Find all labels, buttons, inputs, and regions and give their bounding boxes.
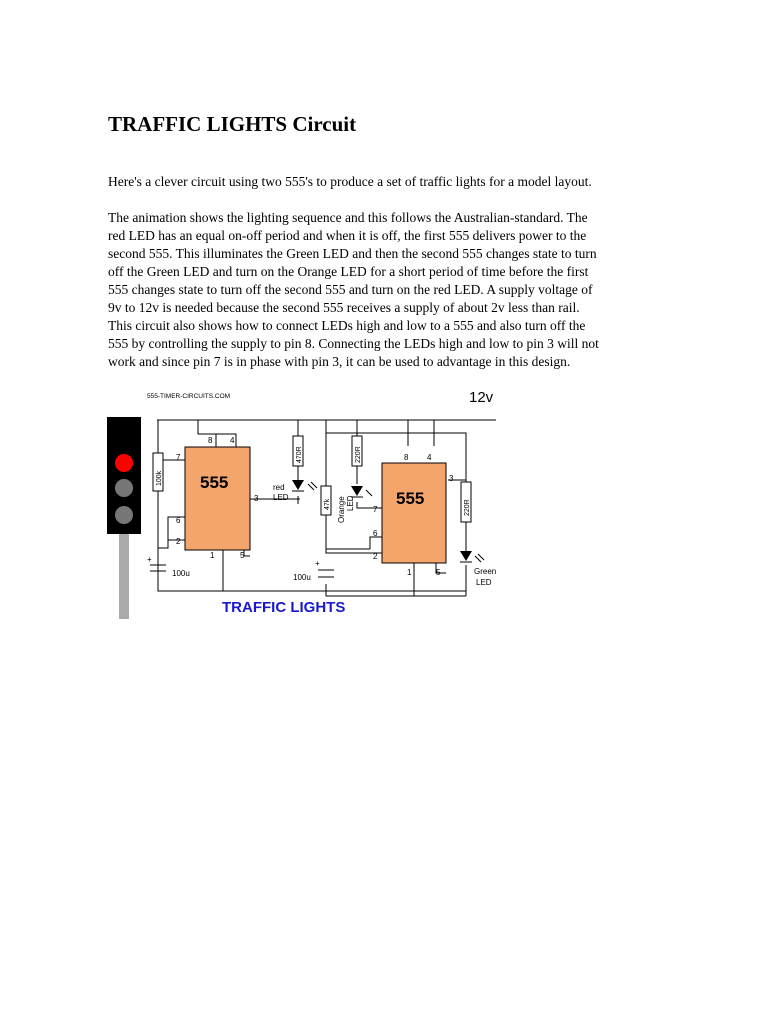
orange-led-label-2: LED (346, 495, 355, 511)
text-line: off the Green LED and turn on the Orange LED for a short period of time before the first (108, 264, 589, 279)
red-led-label-2: LED (273, 493, 289, 502)
green-light-off (115, 506, 133, 524)
traffic-light-pole (119, 533, 129, 619)
capacitor-1-plus: + (147, 555, 152, 564)
chip1-pin-4: 4 (230, 436, 235, 445)
orange-led-symbol (351, 486, 363, 496)
resistor-470r-label: 470R (296, 446, 303, 463)
resistor-47k-label: 47k (324, 498, 331, 510)
text-line: 555 changes state to turn off the second 555 and turn on the red LED. A supply voltage of (108, 282, 593, 297)
capacitor-2 (318, 570, 334, 577)
chip2-pin-2: 2 (373, 552, 378, 561)
text-line: work and since pin 7 is in phase with pin 3, it can be used to advantage in this design. (108, 354, 571, 369)
red-led-label-1: red (273, 483, 285, 492)
chip2-pin-3: 3 (449, 474, 454, 483)
orange-led-label-1: Orange (337, 496, 346, 523)
chip2-555 (382, 463, 446, 563)
chip1-pin-1: 1 (210, 551, 215, 560)
chip1-pin-3: 3 (254, 494, 259, 503)
chip1-555 (185, 447, 250, 550)
chip1-pin-2: 2 (176, 537, 181, 546)
text-line: red LED has an equal on-off period and when it is off, the first 555 delivers power to the (108, 228, 587, 243)
chip1-pin-6: 6 (176, 516, 181, 525)
red-led-symbol (292, 480, 304, 490)
green-led-symbol (460, 551, 472, 561)
site-label: 555-TIMER-CIRCUITS.COM (147, 393, 231, 400)
chip1-pin-5: 5 (240, 551, 245, 560)
text-line: Here's a clever circuit using two 555's to produce a set of traffic lights for a model layout. (108, 174, 592, 189)
description-paragraph (108, 209, 599, 371)
capacitor-2-plus: + (315, 559, 320, 568)
chip2-label: 555 (396, 489, 425, 508)
traffic-lights-schematic (100, 378, 520, 623)
text-line: second 555. This illuminates the Green LED and then the second 555 changes state to turn (108, 246, 597, 261)
document-title: TRAFFIC LIGHTS Circuit (108, 112, 357, 136)
green-led-label-2: LED (476, 578, 492, 587)
capacitor-2-label: 100u (293, 573, 311, 582)
resistor-220r-right-label: 220R (464, 499, 471, 516)
supply-label: 12v (469, 389, 494, 406)
resistor-220r-top-label: 220R (355, 446, 362, 463)
green-led-label-1: Green (474, 567, 497, 576)
text-line: The animation shows the lighting sequence and this follows the Australian-standard. The (108, 210, 588, 225)
text-line: 9v to 12v is needed because the second 555 receives a supply of about 2v less than rail. (108, 300, 580, 315)
chip2-pin-1: 1 (407, 568, 412, 577)
text-line: This circuit also shows how to connect LEDs high and low to a 555 and also turn off the (108, 318, 586, 333)
chip1-pin-8: 8 (208, 436, 213, 445)
chip2-pin-4: 4 (427, 453, 432, 462)
chip1-pin-7: 7 (176, 453, 181, 462)
capacitor-1-label: 100u (172, 569, 190, 578)
red-light (115, 454, 133, 472)
chip2-pin-8: 8 (404, 453, 409, 462)
chip2-pin-7: 7 (373, 505, 378, 514)
amber-light-off (115, 479, 133, 497)
schematic-svg (100, 378, 520, 623)
chip1-label: 555 (200, 473, 229, 492)
resistor-100k-label: 100k (156, 470, 163, 486)
chip2-pin-5: 5 (436, 568, 441, 577)
intro-paragraph (108, 173, 592, 191)
chip2-pin-6: 6 (373, 529, 378, 538)
text-line: 555 by controlling the supply to pin 8. Connecting the LEDs high and low to pin 3 will not (108, 336, 599, 351)
figure-caption: TRAFFIC LIGHTS (222, 599, 346, 616)
